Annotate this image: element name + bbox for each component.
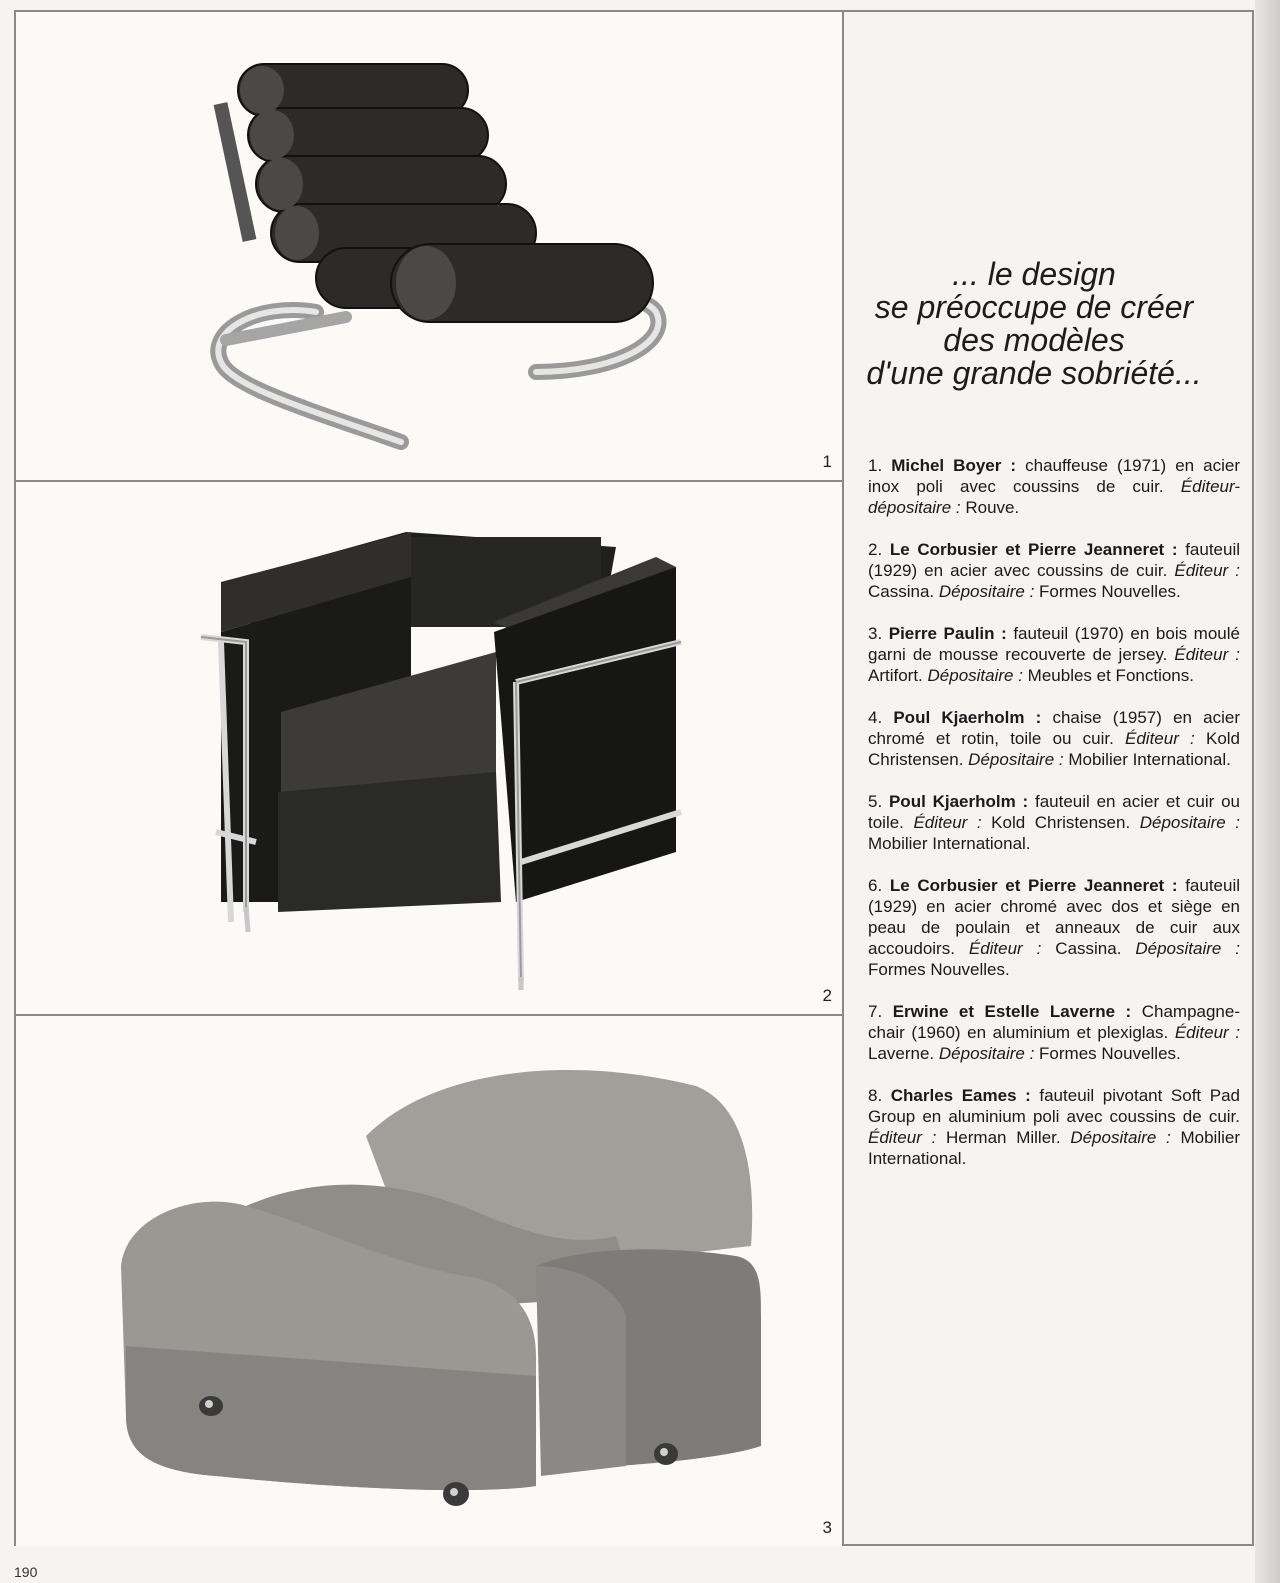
caption-label: Dépositaire : <box>927 666 1023 685</box>
caption-item-2 <box>868 539 1240 602</box>
caption-item-7 <box>868 1001 1240 1064</box>
caption-text: Cassina. <box>868 582 939 601</box>
caption-list <box>868 455 1240 1190</box>
caption-text: fauteuil (1929) en acier avec coussins de cuir. <box>868 540 1241 580</box>
caption-number: 6. <box>868 876 890 895</box>
caption-item-1 <box>868 455 1240 518</box>
caption-text: Mobilier International. <box>868 834 1031 853</box>
caption-label: Éditeur : <box>1125 729 1195 748</box>
designer-name: Poul Kjaerholm : <box>888 792 1029 811</box>
page-number: 190 <box>14 1564 38 1580</box>
caption-label: Éditeur : <box>1174 561 1240 580</box>
designer-name: Le Corbusier et Pierre Jeanneret : <box>889 540 1178 559</box>
caption-item-5 <box>868 791 1240 854</box>
caption-text: fauteuil (1929) en acier chromé avec dos et siège en peau de poulain et anneaux de cuir aux accoudoirs. <box>868 876 1241 958</box>
caption-label: Éditeur : <box>1174 1023 1240 1042</box>
caption-text: Kold Christensen. <box>981 813 1140 832</box>
caption-text: fauteuil (1970) en bois moulé garni de mousse recouverte de jersey. <box>868 624 1240 664</box>
designer-name: Le Corbusier et Pierre Jeanneret : <box>889 876 1178 895</box>
caption-label: Éditeur : <box>913 813 982 832</box>
caption-number: 8. <box>868 1086 891 1105</box>
headline-line-1: ... le design <box>952 256 1116 292</box>
caption-text: Champagne-chair (1960) en aluminium et plexiglas. <box>868 1002 1240 1042</box>
headline-line-4: d'une grande sobriété... <box>866 355 1202 391</box>
caption-label: Dépositaire : <box>1139 813 1240 832</box>
caption-label: Éditeur : <box>1174 645 1240 664</box>
caption-number: 2. <box>868 540 890 559</box>
photo-panel-3 <box>16 1016 842 1546</box>
designer-name: Michel Boyer : <box>891 456 1017 475</box>
caption-text: chaise (1957) en acier chromé et rotin, toile ou cuir. <box>868 708 1240 748</box>
photo-chauffeuse-illustration <box>16 12 842 482</box>
caption-label: Éditeur-dépositaire : <box>868 477 1240 517</box>
caption-label: Dépositaire : <box>968 750 1064 769</box>
caption-text: Laverne. <box>868 1044 939 1063</box>
photo-panel-2 <box>16 482 842 1016</box>
page-gutter-shadow <box>1255 0 1280 1583</box>
caption-item-4 <box>868 707 1240 770</box>
photo-number-3: 3 <box>822 1518 832 1537</box>
caption-label: Dépositaire : <box>1135 939 1240 958</box>
caption-label: Dépositaire : <box>938 1044 1035 1063</box>
caption-text: Meubles et Fonctions. <box>1022 666 1194 685</box>
caption-item-3 <box>868 623 1240 686</box>
headline <box>828 258 1240 390</box>
caption-text: Cassina. <box>1041 939 1136 958</box>
photo-number-1: 1 <box>822 452 832 471</box>
designer-name: Erwine et Estelle Laverne : <box>892 1002 1132 1021</box>
caption-text: Rouve. <box>960 498 1020 517</box>
caption-text: chauffeuse (1971) en acier inox poli avec coussins de cuir. <box>868 456 1241 496</box>
photo-lounge-chair-illustration <box>16 1016 842 1546</box>
caption-text: Mobilier International. <box>868 1128 1241 1168</box>
caption-number: 4. <box>868 708 894 727</box>
photo-armchair-illustration <box>16 482 842 1016</box>
headline-line-3: des modèles <box>943 322 1125 358</box>
caption-text: Artifort. <box>868 666 928 685</box>
designer-name: Pierre Paulin : <box>888 624 1007 643</box>
caption-text: fauteuil en acier et cuir ou toile. <box>868 792 1240 832</box>
caption-text: Formes Nouvelles. <box>868 960 1010 979</box>
caption-item-6 <box>868 875 1240 980</box>
caption-text: Mobilier International. <box>1063 750 1231 769</box>
designer-name: Poul Kjaerholm : <box>893 708 1042 727</box>
headline-line-2: se préoccupe de créer <box>874 289 1194 325</box>
caption-text: fauteuil pivotant Soft Pad Group en aluminium poli avec coussins de cuir. <box>868 1086 1240 1126</box>
caption-number: 5. <box>868 792 889 811</box>
photo-panel-1 <box>16 12 842 482</box>
caption-number: 7. <box>868 1002 893 1021</box>
caption-number: 1. <box>868 456 892 475</box>
caption-label: Éditeur : <box>968 939 1042 958</box>
caption-label: Dépositaire : <box>938 582 1035 601</box>
caption-number: 3. <box>868 624 889 643</box>
designer-name: Charles Eames : <box>890 1086 1031 1105</box>
caption-label: Dépositaire : <box>1070 1128 1171 1147</box>
caption-label: Éditeur : <box>868 1128 937 1147</box>
caption-text: Herman Miller. <box>936 1128 1071 1147</box>
caption-text: Formes Nouvelles. <box>1034 1044 1181 1063</box>
caption-item-8 <box>868 1085 1240 1169</box>
caption-text: Formes Nouvelles. <box>1034 582 1181 601</box>
photo-column <box>16 12 844 1544</box>
caption-text: Kold Christensen. <box>868 729 1241 769</box>
photo-number-2: 2 <box>822 986 832 1005</box>
